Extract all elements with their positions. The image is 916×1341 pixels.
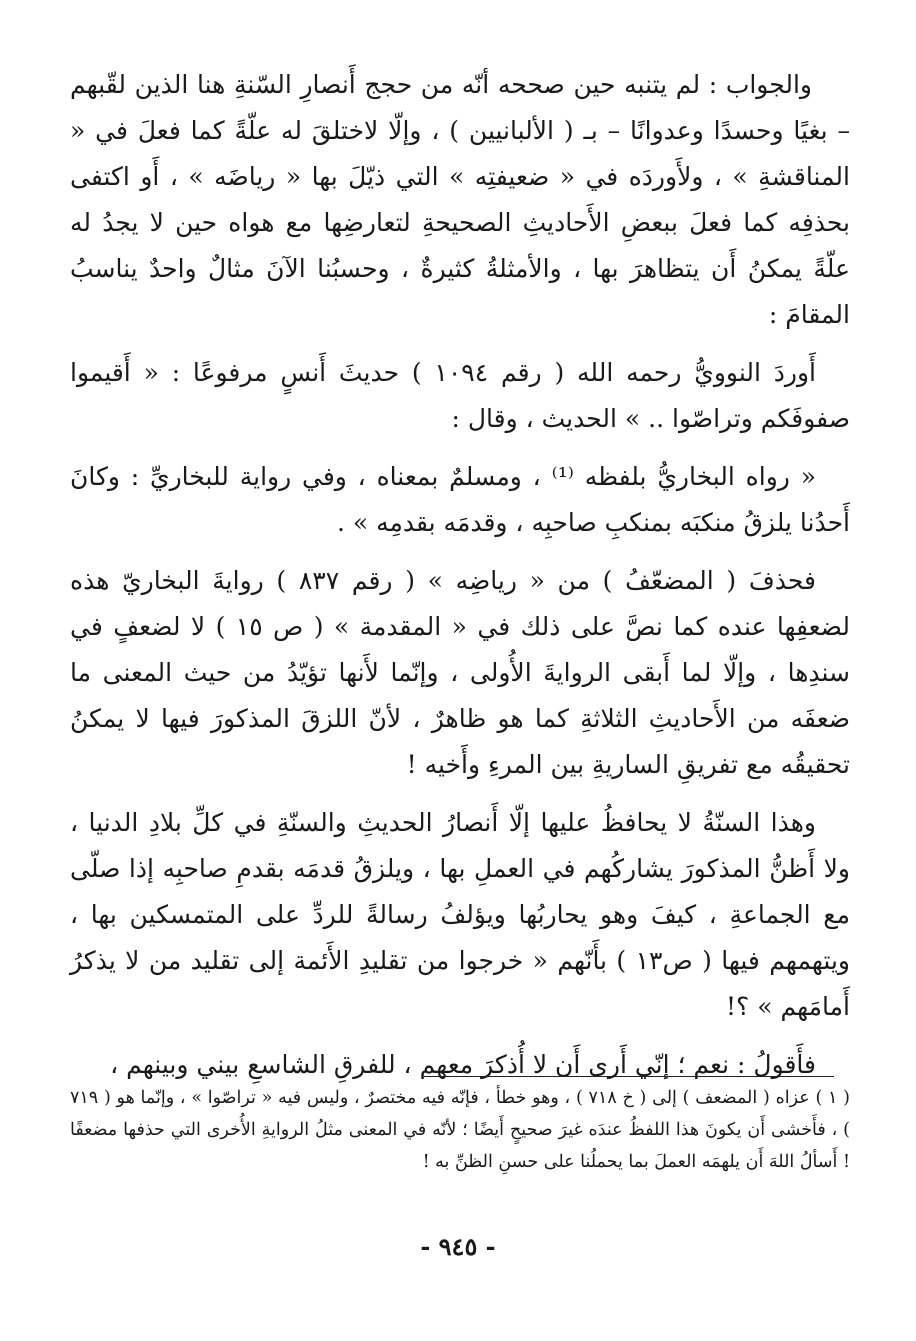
- paragraph-bukhari-quote: « رواه البخاريُّ بلفظه ⁽¹⁾ ، ومسلمٌ بمعناه ، وفي رواية للبخاريِّ : وكانَ أَحدُنا يلزقُ منكبَه بمنكبِ صاحبِه ، وقدمَه بقدمِه » .: [70, 462, 850, 537]
- paragraph-nawawi-hadith: أَوردَ النوويُّ رحمه الله ( رقم ١٠٩٤ ) حديثَ أَنسٍ مرفوعًا : « أَقيموا صفوفَكم وتراصّوا .. » الحديث ، وقال :: [70, 358, 850, 433]
- paragraph-answer: والجواب : لم يتنبه حين صححه أنّه من حجج أَنصارِ السّنةِ هنا الذين لقّبهم – بغيًا وحسدًا وعدوانًا – بـ ( الألبانيين ) ، وإلّا لاختلقَ له علّةً كما فعلَ في « المناقشةِ » ، ولأَوردَه في « ضعيفتِه » التي ذيّلَ بها « رياضَه » ، أَو اكتفى بحذفِه كما فعلَ ببعضِ الأَحاديثِ الصحيحةِ لتعارضِها مع هواه حين لا يجدُ له علّةً يمكنُ أَن يتظاهرَ بها ، والأمثلةُ كثيرةٌ ، وحسبُنا الآنَ مثالٌ واحدٌ يناسبُ المقامَ :: [70, 70, 850, 329]
- footnote-divider: [424, 1076, 834, 1077]
- paragraph-deletion: فحذفَ ( المضعّفُ ) من « رياضِه » ( رقم ٨٣٧ ) روايةَ البخاريّ هذه لضعفِها عنده كما نصَّ على ذلك في « المقدمة » ( ص ١٥ ) لا لضعفٍ في سندِها ، وإلّا لما أَبقى الروايةَ الأُولى ، وإنّما لأَنها تؤيّدُ من حيث المعنى ما ضعفَه من الأَحاديثِ الثلاثةِ كما هو ظاهرٌ ، لأنّ اللزقَ المذكورَ فيها لا يمكنُ تحقيقُه مع تفريقِ الساريةِ بين المرءِ وأَخيه !: [70, 566, 850, 779]
- paragraph-reply: فأَقولُ : نعم ؛ إنّي أَرى أَن لا أُذكرَ معهم ، للفرقِ الشاسعِ بيني وبينهم ،: [110, 1050, 816, 1079]
- main-text: [70, 62, 850, 1100]
- footnote: ( ١ ) عزاه ( المضعف ) إلى ( خ ٧١٨ ) ، وهو خطأ ، فإنّه فيه مختصرٌ ، وليس فيه « تراصّوا » ، وإنّما هو ( ٧١٩ ) ، فأَخشى أَن يكونَ هذا اللفظُ عندَه غيرَ صحيحٍ أَيضًا ؛ لأنّه في المعنى مثلُ الروايةِ الأُخرى التي حذفها مضعفًا ! أَسألُ اللهَ أَن يلهمَه العملَ بما يحملُنا على حسنِ الظنِّ به !: [70, 1088, 851, 1172]
- page-number: - ٩٤٥ -: [420, 1232, 496, 1261]
- paragraph-sunnah: وهذا السنّةُ لا يحافظُ عليها إلّا أَنصارُ الحديثِ والسنّةِ في كلِّ بلادِ الدنيا ، ولا أَظنُّ المذكورَ يشاركُهم في العملِ بها ، ويلزقُ قدمَه بقدمِ صاحبِه إذا صلّى مع الجماعةِ ، كيفَ وهو يحاربُها ويؤلفُ رسالةً للردِّ على المتمسكين بها ، ويتهمهم فيها ( ص١٣ ) بأَنّهم « خرجوا من تقليدِ الأَئمة إلى تقليد من لا يذكرُ أَمامَهم » ؟!: [70, 808, 851, 1021]
